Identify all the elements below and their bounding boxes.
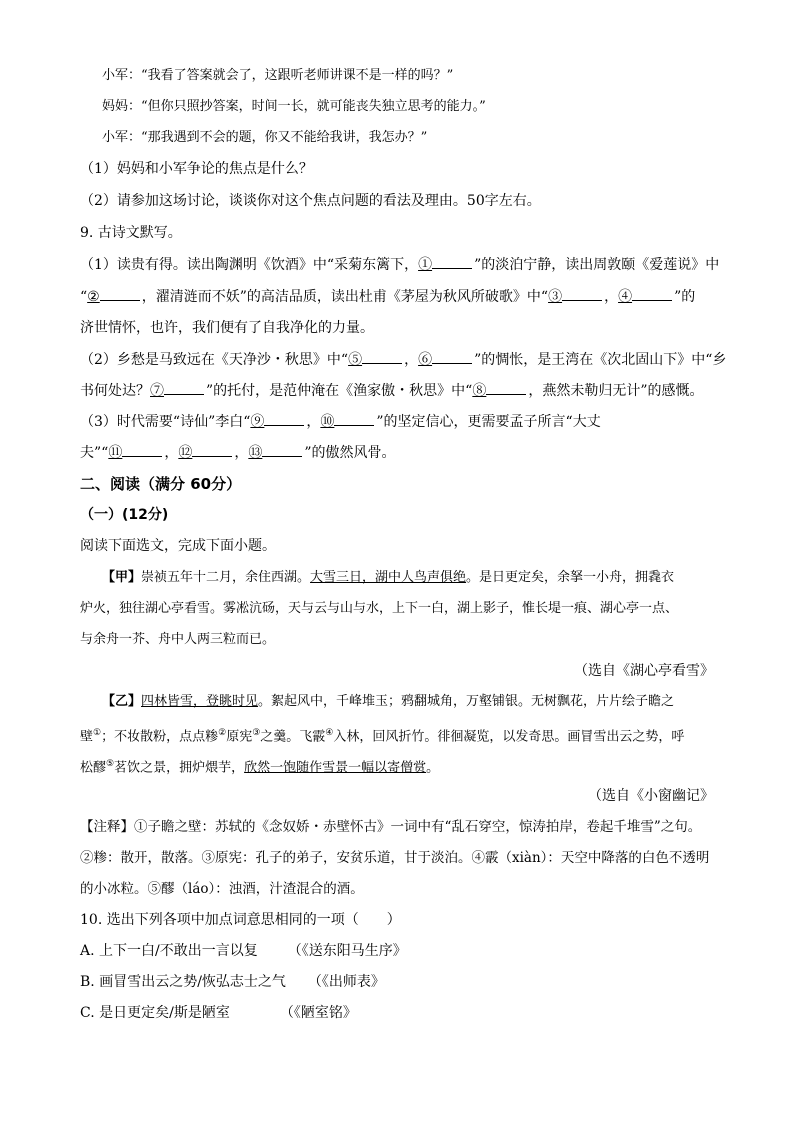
fill-blank[interactable]	[192, 444, 232, 457]
dialogue-line-1	[102, 67, 453, 85]
fill-blank[interactable]	[164, 382, 204, 395]
yi-source: （选自《小窗幽记》	[588, 788, 714, 804]
dialogue-line-2	[102, 98, 486, 116]
underlined-sentence: 大雪三日，湖中人鸟声俱绝	[310, 570, 467, 585]
fill-blank[interactable]	[100, 288, 140, 301]
notes-line-3: 的小冰粒。⑤醪（láo）：浊酒，汁渣混合的酒。	[80, 881, 364, 897]
fill-blank[interactable]	[432, 351, 472, 364]
fill-blank[interactable]	[262, 444, 302, 457]
yi-line-3: 松醪⑤茗饮之景，拥炉煨芋，欣然一饱随作雪景一幅以寄僧赏。	[80, 759, 440, 776]
utterance: “我看了答案就会了，这跟听老师讲课不是一样的吗？”	[141, 68, 454, 83]
blank-marker: ⑨	[250, 414, 265, 430]
fill-blank[interactable]	[334, 413, 374, 426]
notes-line-2: ②糁：散开，散落。③原宪：孔子的弟子，安贫乐道，甘于淡泊。④霰（xiàn）：天空中降落的白色不透明	[80, 850, 710, 866]
q10-option-c[interactable]: C. 是日更定矣/斯是陋室 （《陋室铭》	[80, 1005, 357, 1021]
fill-blank[interactable]	[632, 288, 672, 301]
jia-source: （选自《湖心亭看雪》	[574, 663, 714, 679]
speaker: 小军：	[102, 68, 142, 83]
jia-line-1: 【甲】崇祯五年十二月，余住西湖。大雪三日，湖中人鸟声俱绝。是日更定矣，余拏一小舟，拥毳衣	[102, 570, 675, 585]
yi-line-2: 壁①；不妆散粉，点点糁②原宪③之羹。飞霰④入林，回风折竹。徘徊凝览，以发奇思。画冒雪出云之势，呼	[80, 728, 685, 745]
blank-marker: ③	[548, 289, 563, 305]
underlined-sentence: 欣然一饱随作雪景一幅以寄僧赏	[244, 760, 427, 776]
passage-tag: 【甲】	[102, 570, 142, 585]
dialogue-line-3	[102, 129, 427, 147]
blank-marker: ⑩	[320, 414, 335, 430]
q9-line-4: （2）乡愁是马致远在《天净沙・秋思》中“⑤ ，⑥ ”的惆怅，是王湾在《次北固山下》中“乡	[80, 352, 727, 368]
blank-marker: ⑦	[150, 383, 164, 399]
blank-marker: ⑬	[248, 445, 263, 461]
yi-line-1: 【乙】四林皆雪，登眺时见。絮起风中，千峰堆玉；鸦翻城角，万壑铺银。无树飘花，片片绘子瞻之	[102, 694, 675, 709]
jia-line-2: 炉火，独往湖心亭看雪。雾凇沆砀，天与云与山与水，上下一白，湖上影子，惟长堤一痕、湖心亭一点、	[80, 601, 679, 616]
reading-instruction: 阅读下面选文，完成下面小题。	[80, 538, 276, 554]
part-title: （一）(12分)	[80, 507, 169, 523]
notes-line-1: 【注释】①子瞻之壁：苏轼的《念奴娇・赤壁怀古》一词中有“乱石穿空，惊涛拍岸，卷起千堆雪”之句。	[80, 819, 702, 835]
q10-option-a[interactable]: A. 上下一白/不敢出一言以复 （《送东阳马生序》	[80, 943, 407, 959]
blank-marker: ⑪	[108, 445, 123, 461]
blank-marker: ⑧	[472, 383, 487, 399]
q9-line-3: 济世情怀，也许，我们便有了自我净化的力量。	[80, 320, 374, 336]
fill-blank[interactable]	[122, 444, 162, 457]
utterance: “但你只照抄答案，时间一长，就可能丧失独立思考的能力。”	[141, 99, 486, 114]
q9-line-2: “② ，濯清涟而不妖”的高洁品质，读出杜甫《茅屋为秋风所破歌》中“③ ，④ ”的	[80, 289, 696, 305]
fill-blank[interactable]	[362, 351, 402, 364]
blank-marker: ④	[618, 289, 633, 305]
fill-blank[interactable]	[432, 256, 472, 269]
blank-marker: ②	[87, 289, 100, 305]
utterance: “那我遇到不会的题，你又不能给我讲，我怎办？”	[141, 130, 428, 145]
passage-tag: 【乙】	[102, 694, 142, 709]
fill-blank[interactable]	[486, 382, 526, 395]
blank-marker: ⑥	[418, 352, 433, 368]
speaker: 妈妈：	[102, 99, 142, 114]
q9-line-1: （1）读贵有得。读出陶渊明《饮酒》中“采菊东篱下，① ”的淡泊宁静，读出周敦颐《爱莲说》中	[80, 257, 720, 273]
fill-blank[interactable]	[562, 288, 602, 301]
q8-sub2: （2）请参加这场讨论，谈谈你对这个焦点问题的看法及理由。50字左右。	[80, 193, 541, 209]
q9-title: 9. 古诗文默写。	[80, 225, 182, 241]
blank-marker: ⑫	[178, 445, 193, 461]
q10-title: 10. 选出下列各项中加点词意思相同的一项（ ）	[80, 912, 401, 928]
speaker: 小军：	[102, 130, 142, 145]
fill-blank[interactable]	[264, 413, 304, 426]
section-title: 二、阅读（满分 60分）	[80, 475, 242, 493]
blank-marker: ①	[418, 257, 433, 273]
underlined-sentence: 四林皆雪，登眺时见	[141, 694, 259, 709]
q9-line-6: （3）时代需要“诗仙”李白“⑨ ，⑩ ”的坚定信心，更需要孟子所言“大丈	[80, 414, 601, 430]
q9-line-5: 书何处达？⑦ ”的托付，是范仲淹在《渔家傲・秋思》中“⑧ ，燕然未勒归无计”的感慨。	[80, 383, 704, 399]
blank-marker: ⑤	[348, 352, 363, 368]
q10-option-b[interactable]: B. 画冒雪出云之势/恢弘志士之气 （《出师表》	[80, 974, 385, 990]
q9-line-7: 夫”“⑪ ，⑫ ，⑬ ”的傲然风骨。	[80, 445, 396, 461]
q8-sub1: （1）妈妈和小军争论的焦点是什么？	[80, 161, 313, 177]
jia-line-3: 与余舟一芥、舟中人两三粒而已。	[80, 632, 276, 647]
